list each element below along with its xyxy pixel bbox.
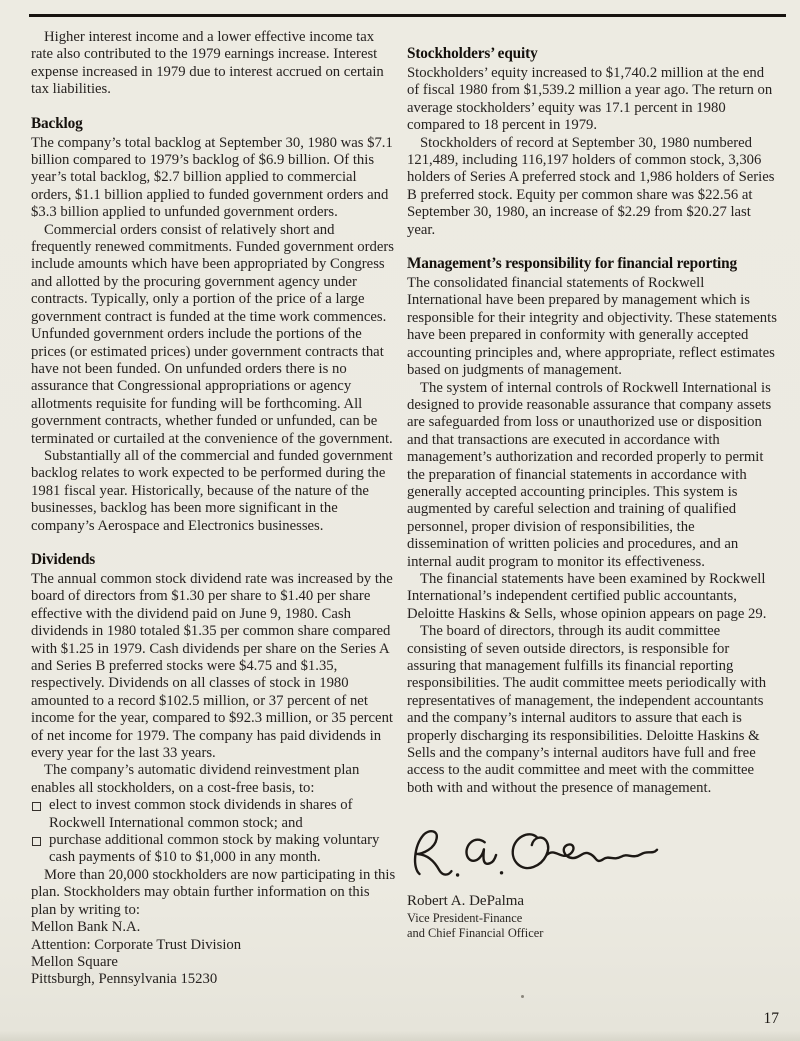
signatory-title-line2: and Chief Financial Officer — [407, 925, 544, 940]
dividends-heading: Dividends — [31, 550, 96, 568]
signatory-name: Robert A. DePalma — [407, 893, 525, 910]
stockholders-equity-paragraph-2: Stockholders of record at September 30, 1980 numbered 121,489, including 116,197 holders of common stock, 3,306 holders of Series A preferred stock and 1,986 holders of Series B preferred stock. Equity per common share was $22.56 at September 30, 1980, an increase of $2.29 from $20.27 last year. — [407, 134, 775, 238]
dividends-paragraph-1: The annual common stock dividend rate was increased by the board of directors from $1.30 per share to $1.40 per share effective with the dividend paid on June 9, 1980. Cash dividends in 1980 totaled $1.35 per common share compared with $1.25 in 1979. Cash dividends per share on the Series A and Series B preferred stocks were $4.75 and $1.35, respectively. Dividends on all classes of stock in 1980 amounted to a record $102.5 million, or 37 percent of net income for the year, compared to $92.3 million, or 35 percent of net income for 1979. The company has paid dividends in every year for the last 33 years. — [31, 570, 393, 762]
backlog-paragraph-2: Commercial orders consist of relatively short and frequently renewed commitments. Funded government orders include amounts which have been appropriated by Congress and allotted by the procuring government agency under contracts. Typically, only a portion of the price of a large government contract is funded at the time work commences. Unfunded government orders include the portions of the prices (or estimated prices) under government contracts that have not been funded. On unfunded orders there is no assurance that Congressional appropriations or agency allotments requisite for funding will be forthcoming. All government contracts, whether funded or unfunded, can be terminated or curtailed at the convenience of the government. — [31, 221, 395, 447]
bullet-item-purchase — [31, 832, 397, 867]
bullet-item-reinvest — [31, 797, 397, 832]
handwritten-signature-icon — [408, 818, 660, 887]
stockholders-equity-heading: Stockholders’ equity — [407, 45, 538, 62]
signatory-title-line1: Vice President-Finance — [407, 910, 523, 925]
backlog-paragraph-1: The company’s total backlog at September 30, 1980 was $7.1 billion compared to 1979’s backlog of $6.9 billion. Of this year’s total backlog, $2.7 billion applied to commercial orders, $1.1 billion applied to funded government orders and $3.3 billion applied to unfunded government orders. — [31, 134, 393, 221]
top-horizontal-rule — [29, 14, 786, 17]
stockholders-equity-paragraph-1: Stockholders’ equity increased to $1,740.2 million at the end of fiscal 1980 from $1,539.2 million a year ago. The return on average stockholders’ equity was 17.1 percent in 1980 compared to 18 percent in 1979. — [407, 65, 773, 134]
management-paragraph-2: The system of internal controls of Rockwell International is designed to provide reasonable assurance that company assets are safeguarded from loss or unauthorized use or disposition and that transactions are executed in accordance with management’s authorization and recorded properly to permit the preparation of financial statements in accordance with generally accepted accounting principles. This system is augmented by careful selection and training of qualified personnel, proper division of responsibilities, the dissemination of written policies and procedures, and an internal audit program to monitor its effectiveness. — [407, 379, 772, 570]
address-line: Attention: Corporate Trust Division — [31, 936, 242, 953]
intro-paragraph: Higher interest income and a lower effective income tax rate also contributed to the 1979 earnings increase. Interest expense increased in 1979 due to interest accrued on certain tax liabilities. — [31, 29, 384, 98]
bullet-text: purchase additional common stock by making voluntary cash payments of $10 to $1,000 in any month. — [49, 832, 380, 866]
left-column — [31, 29, 397, 989]
bullet-text: elect to invest common stock dividends in shares of Rockwell International common stock; and — [49, 797, 353, 831]
checkbox-square-icon — [32, 837, 41, 846]
backlog-heading: Backlog — [31, 114, 83, 132]
backlog-paragraph-3: Substantially all of the commercial and funded government backlog relates to work expected to be performed during the 1981 fiscal year. Historically, because of the nature of the businesses, backlog has been more significant in the company’s Aerospace and Electronics businesses. — [31, 447, 393, 534]
address-line: Pittsburgh, Pennsylvania 15230 — [31, 971, 218, 988]
management-responsibility-heading: Management’s responsibility for financial reporting — [407, 255, 738, 273]
dividends-closing-paragraph: More than 20,000 stockholders are now participating in this plan. Stockholders may obtain further information on this plan by writing to: — [31, 866, 396, 918]
management-paragraph-4: The board of directors, through its audit committee consisting of seven outside directors, is responsible for assuring that management fulfills its financial reporting responsibilities. The audit committee meets periodically with representatives of management, the independent accountants and the company’s internal auditors to assure that each is properly discharging its responsibilities. Deloitte Haskins & Sells and the company’s internal auditors have full and free access to the audit committee and meet with the committee both with and without the presence of management. — [407, 623, 767, 796]
management-paragraph-3: The financial statements have been examined by Rockwell International’s independent certified public accountants, Deloitte Haskins & Sells, whose opinion appears on page 29. — [407, 570, 767, 622]
ink-speck — [521, 995, 524, 998]
page-number: 17 — [763, 1010, 779, 1027]
mailing-address — [31, 919, 397, 989]
dividends-paragraph-2: The company’s automatic dividend reinvestment plan enables all stockholders, on a cost-free basis, to: — [31, 762, 360, 796]
right-column — [407, 29, 779, 941]
checkbox-square-icon — [32, 802, 41, 811]
management-paragraph-1: The consolidated financial statements of Rockwell International have been prepared by management which is responsible for their integrity and objectivity. These statements have been prepared in conformity with generally accepted accounting principles and, where appropriate, reflect estimates based on judgments of management. — [407, 275, 777, 379]
signature-block — [407, 821, 779, 940]
address-line: Mellon Bank N.A. — [31, 919, 141, 936]
address-line: Mellon Square — [31, 953, 118, 970]
